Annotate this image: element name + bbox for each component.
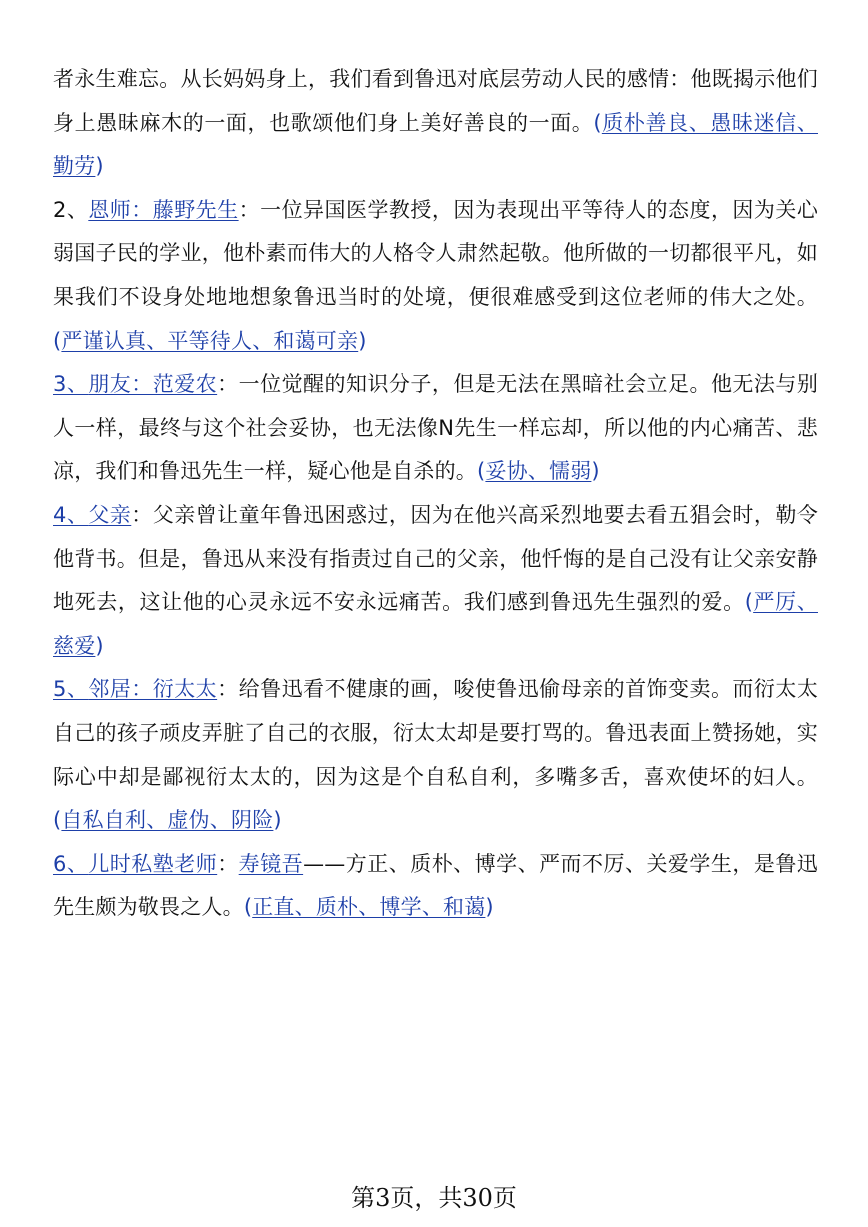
open-paren: ( <box>593 110 602 135</box>
item-paragraph-2 <box>53 189 818 363</box>
item-name-link[interactable]: 寿镜吾 <box>238 851 304 876</box>
page-number-footer: 第3页，共30页 <box>351 1184 517 1212</box>
open-paren: ( <box>243 895 253 920</box>
item-label-link[interactable]: 恩师：藤野先生 <box>88 197 239 222</box>
item-number-link[interactable]: 4、 <box>53 502 89 527</box>
item-colon: ： <box>217 677 239 702</box>
item-number-link[interactable]: 6、 <box>53 851 89 876</box>
item-colon: ： <box>131 502 153 527</box>
open-paren: ( <box>53 808 62 833</box>
close-paren: ) <box>358 328 367 353</box>
item-text: ——方正、质朴、博学、严而不厉、关爱学生，是鲁迅先生颇为敬畏之人。 <box>53 851 818 920</box>
item-colon: ： <box>217 851 239 876</box>
intro-keywords-link[interactable]: 质朴善良、愚昧迷信、勤劳 <box>53 110 818 179</box>
item-paragraph-3 <box>53 363 818 494</box>
close-paren: ) <box>485 895 494 920</box>
item-keywords-link[interactable]: 自私自利、虚伪、阴险 <box>61 808 274 833</box>
open-paren: ( <box>477 459 486 484</box>
item-label-link[interactable]: 父亲 <box>88 502 132 527</box>
intro-text: 者永生难忘。从长妈妈身上，我们看到鲁迅对底层劳动人民的感情：他既揭示他们身上愚昧麻木的一面，也歌颂他们身上美好善良的一面。 <box>53 67 818 135</box>
item-number-link[interactable]: 3、 <box>53 372 89 397</box>
item-keywords-link[interactable]: 严厉、慈爱 <box>53 590 818 658</box>
item-keywords-link[interactable]: 正直、质朴、博学、和蔼 <box>252 895 486 920</box>
close-paren: ) <box>273 808 282 833</box>
item-colon: ： <box>217 372 239 397</box>
intro-paragraph <box>53 58 818 189</box>
item-text: 一位异国医学教授，因为表现出平等待人的态度，因为关心弱国子民的学业，他朴素而伟大的人格令人肃然起敬。他所做的一切都很平凡，如果我们不设身处地地想象鲁迅当时的处境，便很难感受到这位老师的伟大之处。 <box>53 197 819 309</box>
item-colon: ： <box>238 197 261 222</box>
item-text: 一位觉醒的知识分子，但是无法在黑暗社会立足。他无法与别人一样，最终与这个社会妥协，也无法像N先生一样忘却，所以他的内心痛苦、悲凉，我们和鲁迅先生一样，疑心他是自杀的。 <box>53 372 819 484</box>
close-paren: ) <box>95 154 104 179</box>
document-body <box>53 58 818 930</box>
item-number-link[interactable]: 5、 <box>53 677 89 702</box>
item-paragraph-4 <box>53 494 818 668</box>
close-paren: ) <box>591 459 600 484</box>
item-label-link[interactable]: 儿时私塾老师 <box>88 851 218 876</box>
item-number: 2、 <box>53 197 89 222</box>
item-label-link[interactable]: 邻居：衍太太 <box>88 677 218 702</box>
item-keywords-link[interactable]: 严谨认真、平等待人、和蔼可亲 <box>61 328 359 353</box>
item-paragraph-5 <box>53 668 818 842</box>
item-paragraph-6 <box>53 843 818 930</box>
close-paren: ) <box>95 633 104 658</box>
open-paren: ( <box>744 590 754 615</box>
item-text: 给鲁迅看不健康的画，唆使鲁迅偷母亲的首饰变卖。而衍太太自己的孩子顽皮弄脏了自己的衣服，衍太太却是要打骂的。鲁迅表面上赞扬她，实际心中却是鄙视衍太太的，因为这是个自私自利，多嘴多舌，喜欢使坏的妇人。 <box>53 677 819 789</box>
open-paren: ( <box>53 328 62 353</box>
item-label-link[interactable]: 朋友：范爱农 <box>88 372 218 397</box>
item-text: 父亲曾让童年鲁迅困惑过，因为在他兴高采烈地要去看五猖会时，勒令他背书。但是，鲁迅从来没有指责过自己的父亲，他忏悔的是自己没有让父亲安静地死去，这让他的心灵永远不安永远痛苦。我们感到鲁迅先生强烈的爱。 <box>53 502 819 615</box>
item-keywords-link[interactable]: 妥协、懦弱 <box>485 459 592 484</box>
